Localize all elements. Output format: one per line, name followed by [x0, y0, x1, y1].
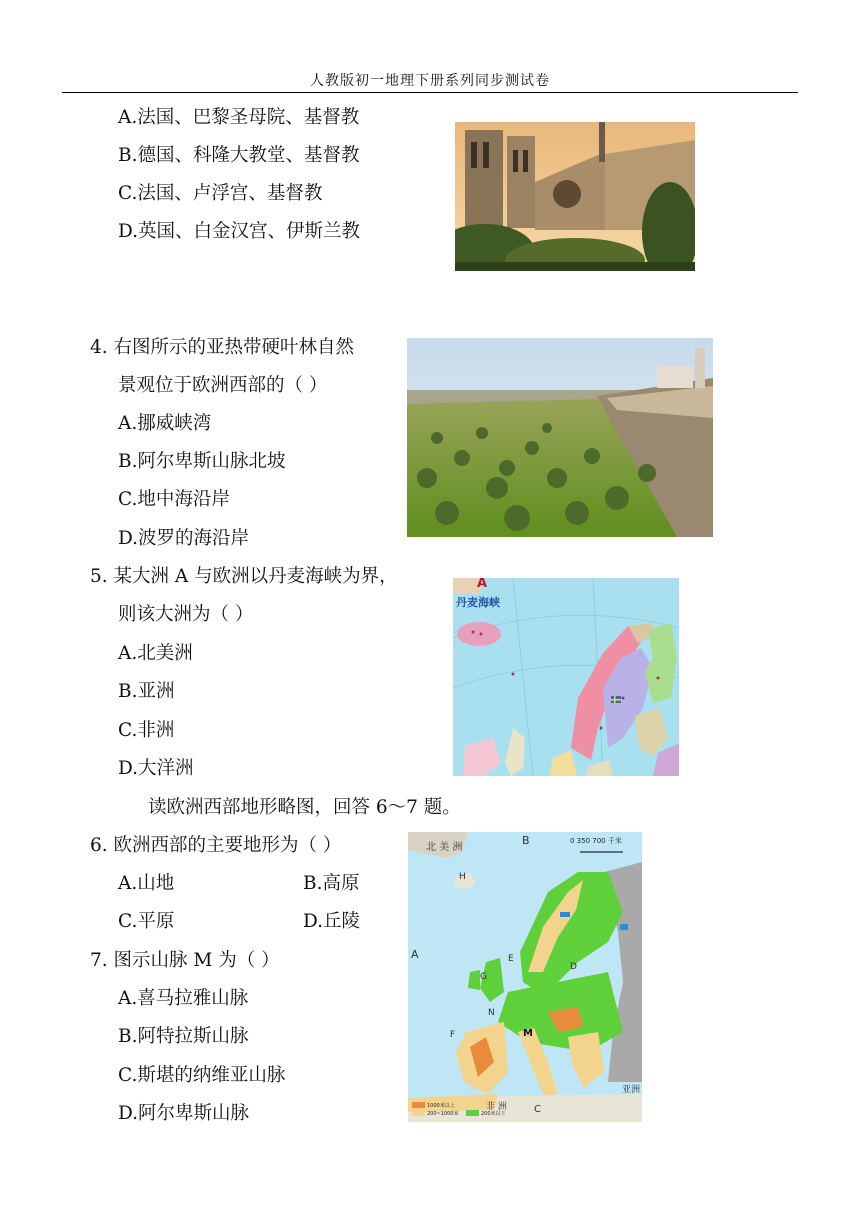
- q3-option-a: A.法国、巴黎圣母院、基督教: [118, 107, 360, 128]
- q5-stem-line1: 5. 某大洲 A 与欧洲以丹麦海峡为界，: [90, 566, 398, 587]
- label-b: B: [522, 834, 530, 847]
- q4-option-c: C.地中海沿岸: [118, 489, 230, 510]
- q5-option-d: D.大洋洲: [118, 758, 194, 779]
- label-m: M: [523, 1028, 533, 1039]
- q6-7-intro: 读欧洲西部地形略图，回答 6～7 题。: [148, 797, 461, 818]
- western-europe-terrain-map: [408, 832, 642, 1122]
- q3-option-d: D.英国、白金汉宫、伊斯兰教: [118, 221, 361, 242]
- q4-stem-line1: 4. 右图所示的亚热带硬叶林自然: [90, 337, 355, 358]
- q7-option-a: A.喜马拉雅山脉: [118, 988, 249, 1009]
- q4-option-a: A.挪威峡湾: [118, 413, 212, 434]
- q7-option-d: D.阿尔卑斯山脉: [118, 1103, 250, 1124]
- map-scale: 0 350 700 千米: [570, 837, 622, 845]
- map-label-a: A: [477, 578, 488, 591]
- label-asia: 亚洲: [622, 1085, 641, 1095]
- page-header: 人教版初一地理下册系列同步测试卷: [310, 73, 550, 89]
- legend-high: 1000米以上: [427, 1103, 455, 1109]
- q3-option-c: C.法国、卢浮宫、基督教: [118, 183, 323, 204]
- label-e: E: [508, 954, 514, 964]
- q4-option-d: D.波罗的海沿岸: [118, 528, 250, 549]
- q6-option-c: C.平原: [118, 911, 175, 932]
- cathedral-photo: [455, 122, 695, 271]
- label-c: C: [534, 1104, 541, 1115]
- q7-option-c: C.斯堪的纳维亚山脉: [118, 1065, 286, 1086]
- label-north-america: 北 美 洲: [426, 842, 463, 853]
- q7-option-b: B.阿特拉斯山脉: [118, 1026, 249, 1047]
- label-africa: 非 洲: [486, 1102, 507, 1112]
- q5-option-b: B.亚洲: [118, 681, 175, 702]
- header-rule: [62, 92, 798, 93]
- q6-option-a: A.山地: [118, 873, 175, 894]
- northern-europe-political-map: [453, 578, 679, 776]
- olive-grove-photo: [407, 338, 713, 537]
- label-h: H: [459, 872, 466, 882]
- label-f: F: [450, 1030, 456, 1040]
- q5-option-c: C.非洲: [118, 720, 175, 741]
- q4-stem-line2: 景观位于欧洲西部的（ ）: [118, 375, 328, 396]
- label-n: N: [488, 1008, 495, 1018]
- q5-stem-line2: 则该大洲为（ ）: [118, 604, 254, 625]
- legend-low: 200米以下: [481, 1111, 506, 1117]
- q6-stem: 6. 欧洲西部的主要地形为（ ）: [90, 835, 342, 856]
- q5-option-a: A.北美洲: [118, 643, 193, 664]
- label-d: D: [570, 962, 577, 972]
- q6-option-d: D.丘陵: [303, 911, 361, 932]
- q6-option-b: B.高原: [303, 873, 360, 894]
- q4-option-b: B.阿尔卑斯山脉北坡: [118, 451, 286, 472]
- q7-stem: 7. 图示山脉 M 为（ ）: [90, 950, 280, 971]
- legend-mid: 200~1000米: [427, 1111, 459, 1117]
- label-g: G: [480, 972, 487, 982]
- label-a: A: [411, 948, 419, 961]
- q3-option-b: B.德国、科隆大教堂、基督教: [118, 145, 360, 166]
- map-label-denmark-strait: 丹麦海峡: [456, 596, 500, 609]
